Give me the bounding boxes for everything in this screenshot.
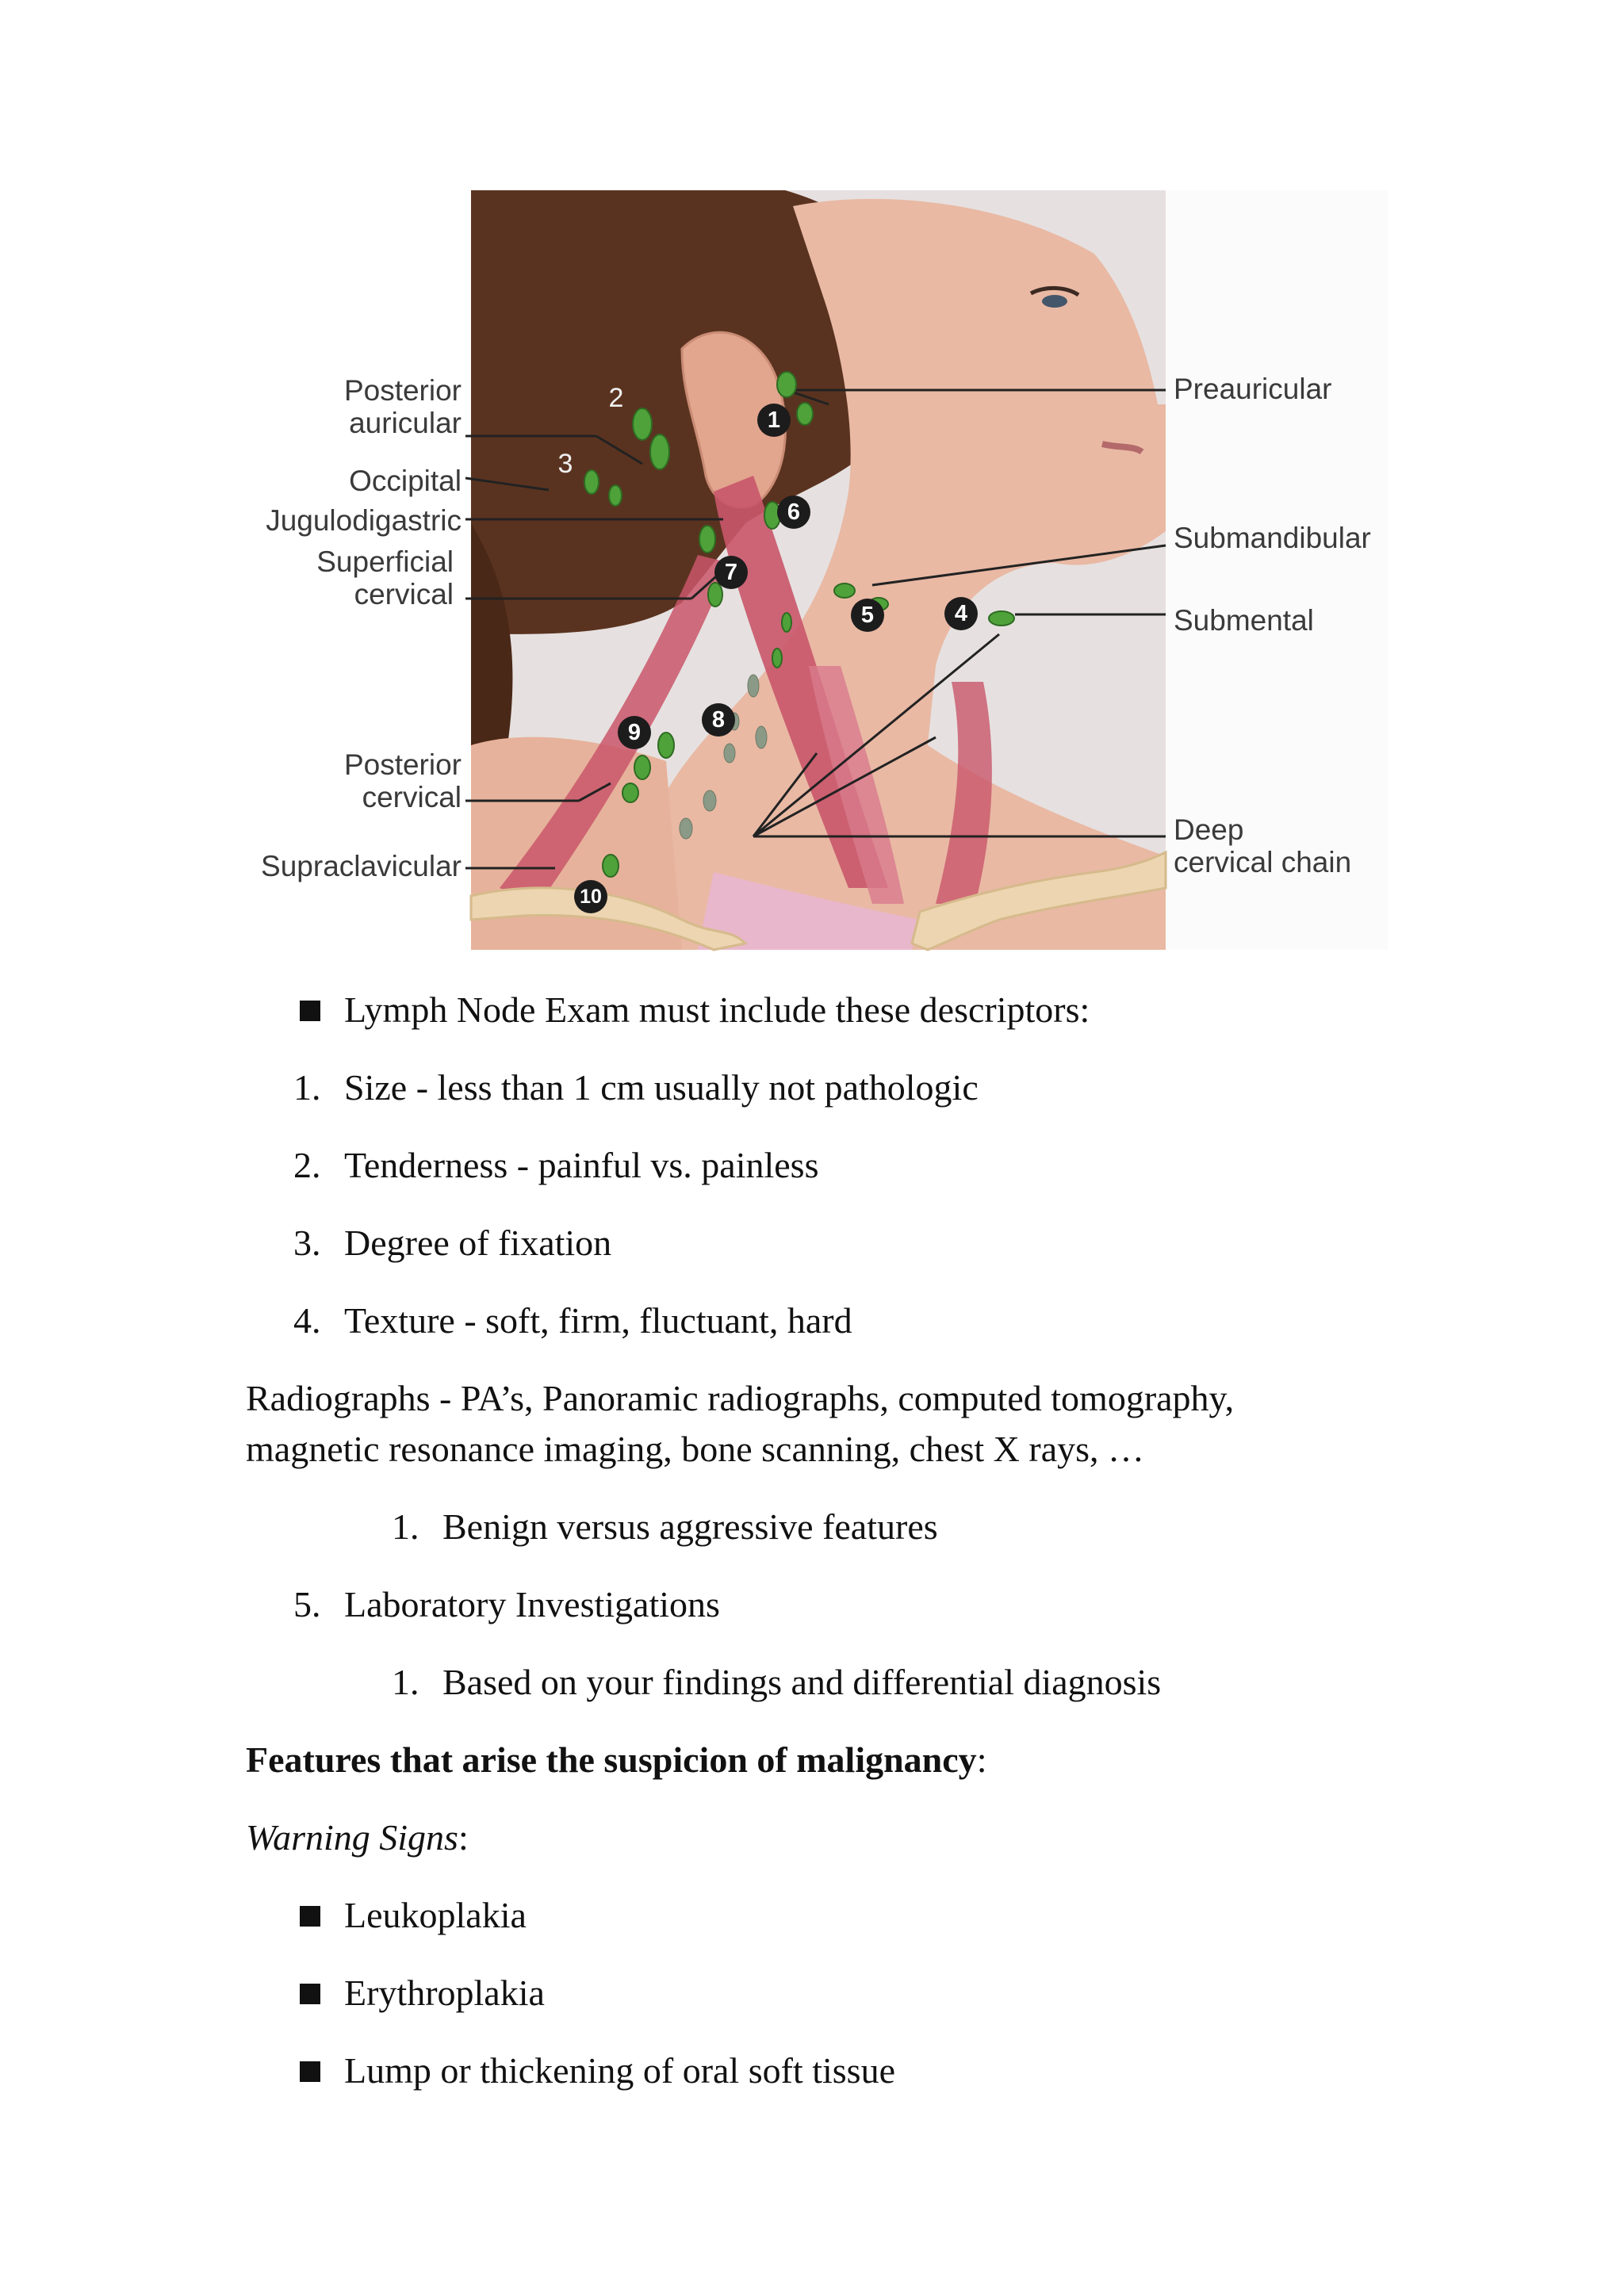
label-posterior-cervical: Posterior cervical <box>343 748 462 813</box>
label-preauricular: Preauricular <box>1174 373 1332 405</box>
exam-heading: Lymph Node Exam must include these descriptors: <box>344 989 1090 1030</box>
list-number: 4. <box>293 1300 321 1341</box>
radiographs-line-1: Radiographs - PA’s, Panoramic radiographs, computed tomography, <box>246 1378 1235 1418</box>
warning-item: Lump or thickening of oral soft tissue <box>344 2050 895 2091</box>
warning-item: Erythroplakia <box>344 1973 545 2013</box>
list-number: 2. <box>293 1145 321 1185</box>
bullet-square <box>300 1906 320 1927</box>
node-number-4: 4 <box>944 597 978 630</box>
sub-list-item: Based on your findings and differential diagnosis <box>442 1662 1162 1702</box>
label-posterior-auricular: Posterior auricular <box>343 374 462 439</box>
list-item: Texture - soft, firm, fluctuant, hard <box>344 1300 852 1341</box>
node-number-5: 5 <box>851 599 884 632</box>
features-heading <box>246 1735 986 1785</box>
bullet-square <box>300 2061 320 2082</box>
node-number-2: 2 <box>608 383 624 413</box>
list-item: Size - less than 1 cm usually not pathologic <box>344 1067 979 1108</box>
warning-heading-colon: : <box>458 1817 469 1858</box>
label-jugulodigastric: Jugulodigastric <box>266 504 462 537</box>
list-item: Tenderness - painful vs. painless <box>344 1145 819 1185</box>
label-supraclavicular: Supraclavicular <box>261 850 462 882</box>
node-number-9: 9 <box>618 716 651 749</box>
node-number-8: 8 <box>702 703 735 737</box>
bullet-square <box>300 1984 320 2004</box>
list-number: 1. <box>293 1067 321 1108</box>
eye-iris <box>1042 295 1067 308</box>
list-item: Degree of fixation <box>344 1223 612 1263</box>
warning-heading <box>246 1812 469 1863</box>
warning-heading-italic: Warning Signs <box>246 1817 458 1858</box>
label-superficial-cervical: Superficial cervical <box>316 545 454 610</box>
list-number: 3. <box>293 1223 321 1263</box>
features-heading-colon: : <box>976 1739 987 1780</box>
node-number-6: 6 <box>777 496 810 529</box>
label-submental: Submental <box>1174 604 1314 637</box>
sub-list-item: Benign versus aggressive features <box>442 1506 938 1547</box>
bullet-square <box>300 1001 320 1021</box>
label-occipital: Occipital <box>349 465 462 497</box>
features-heading-bold: Features that arise the suspicion of malignancy <box>246 1739 977 1780</box>
label-deep-cervical-chain: Deep cervical chain <box>1174 813 1352 878</box>
node-number-1: 1 <box>757 404 791 437</box>
node-number-10: 10 <box>574 880 607 913</box>
list-item: Laboratory Investigations <box>344 1584 720 1624</box>
node-number-3: 3 <box>557 449 573 479</box>
lymph-node-diagram <box>238 190 1388 959</box>
label-submandibular: Submandibular <box>1174 522 1371 554</box>
radiographs-line-2: magnetic resonance imaging, bone scanning, chest X rays, … <box>246 1429 1145 1469</box>
sub-list-number: 1. <box>392 1506 419 1547</box>
node-number-7: 7 <box>714 556 748 589</box>
sub-list-number: 1. <box>392 1662 419 1702</box>
list-number: 5. <box>293 1584 321 1624</box>
warning-item: Leukoplakia <box>344 1895 527 1935</box>
